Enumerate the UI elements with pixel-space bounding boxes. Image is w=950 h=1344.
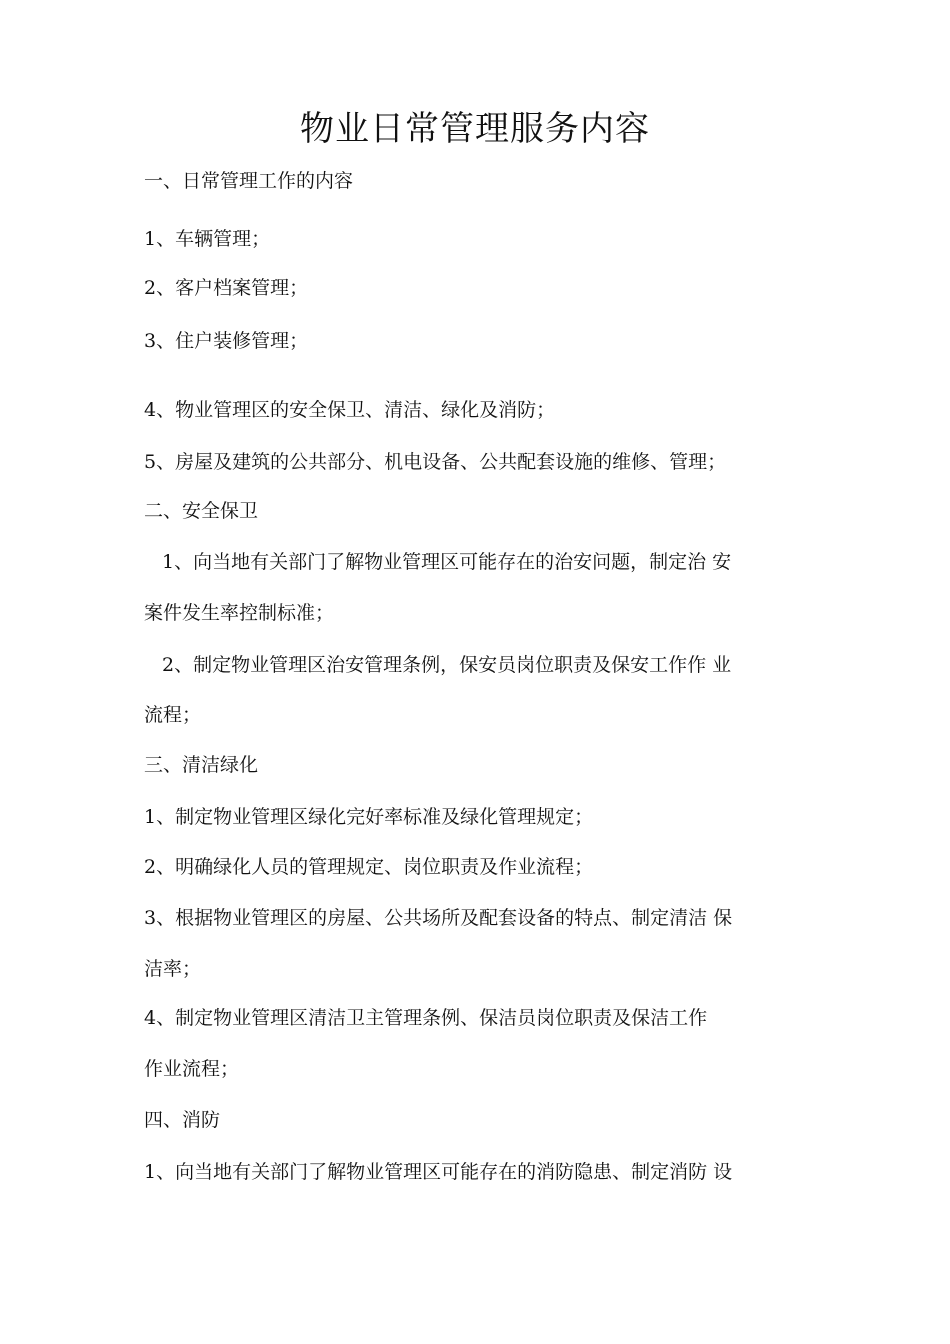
section-heading-1: 一、日常管理工作的内容 — [144, 170, 354, 192]
list-item: 2、客户档案管理； — [144, 277, 309, 299]
list-item: 1、制定物业管理区绿化完好率标准及绿化管理规定； — [144, 806, 594, 828]
list-item: 4、物业管理区的安全保卫、清洁、绿化及消防； — [144, 399, 556, 421]
list-item: 3、根据物业管理区的房屋、公共场所及配套设备的特点、制定清洁 保 — [144, 907, 733, 929]
list-item: 2、制定物业管理区治安管理条例，保安员岗位职责及保安工作作 业 — [162, 654, 732, 676]
list-item-continuation: 案件发生率控制标准； — [144, 602, 335, 624]
list-item: 5、房屋及建筑的公共部分、机电设备、公共配套设施的维修、管理； — [144, 451, 727, 473]
section-heading-4: 四、消防 — [144, 1109, 221, 1131]
list-item: 3、住户装修管理； — [144, 330, 309, 352]
section-heading-3: 三、清洁绿化 — [144, 754, 259, 776]
document-title: 物业日常管理服务内容 — [300, 109, 650, 149]
list-item: 2、明确绿化人员的管理规定、岗位职责及作业流程； — [144, 856, 594, 878]
list-item-continuation: 作业流程； — [144, 1058, 240, 1080]
list-item: 1、向当地有关部门了解物业管理区可能存在的治安问题，制定治 安 — [162, 551, 732, 573]
list-item: 1、向当地有关部门了解物业管理区可能存在的消防隐患、制定消防 设 — [144, 1161, 733, 1183]
list-item: 1、车辆管理； — [144, 228, 271, 250]
list-item-continuation: 流程； — [144, 704, 202, 726]
list-item-continuation: 洁率； — [144, 958, 202, 980]
list-item: 4、制定物业管理区清洁卫主管理条例、保洁员岗位职责及保洁工作 — [144, 1007, 708, 1029]
section-heading-2: 二、安全保卫 — [144, 500, 259, 522]
